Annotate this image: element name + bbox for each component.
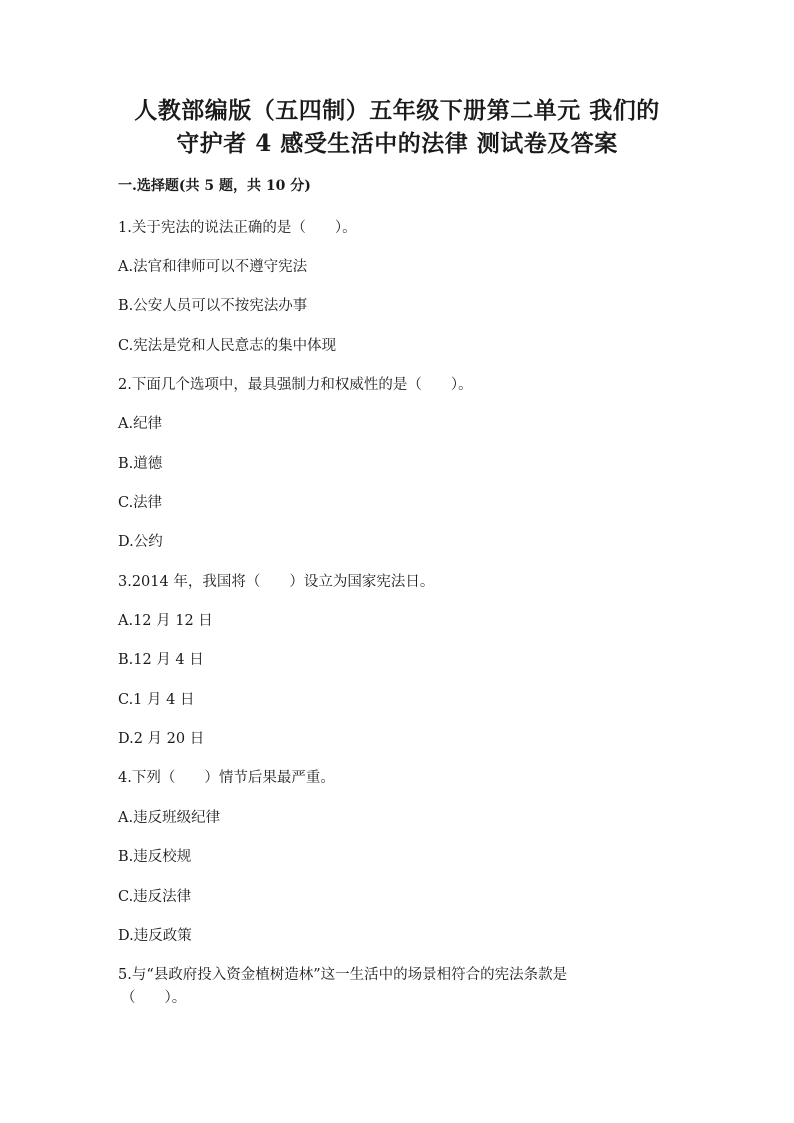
document-title-line-2: 守护者 4 感受生活中的法律 测试卷及答案 <box>176 130 618 157</box>
document-title-line-1: 人教部编版（五四制）五年级下册第二单元 我们的 <box>134 97 660 124</box>
section-heading: 一.选择题(共 5 题，共 10 分) <box>118 178 311 194</box>
question-5-stem: 5.与“县政府投入资金植树造林”这一生活中的场景相符合的宪法条款是 <box>118 967 568 983</box>
question-2-option-d: D.公约 <box>118 534 163 550</box>
question-3-option-c: C.1 月 4 日 <box>118 692 195 708</box>
question-3-option-b: B.12 月 4 日 <box>118 652 204 668</box>
question-2-option-b: B.道德 <box>118 456 163 472</box>
question-1-option-b: B.公安人员可以不按宪法办事 <box>118 298 308 314</box>
question-1-option-a: A.法官和律师可以不遵守宪法 <box>118 259 308 275</box>
question-3-stem: 3.2014 年，我国将（ ）设立为国家宪法日。 <box>118 574 435 590</box>
question-3-option-d: D.2 月 20 日 <box>118 731 205 747</box>
question-2-option-a: A.纪律 <box>118 416 163 432</box>
question-1-stem: 1.关于宪法的说法正确的是（ ）。 <box>118 220 357 236</box>
question-2-stem: 2.下面几个选项中，最具强制力和权威性的是（ ）。 <box>118 377 473 393</box>
question-4-option-d: D.违反政策 <box>118 928 192 944</box>
question-3-option-a: A.12 月 12 日 <box>118 613 213 629</box>
question-4-stem: 4.下列（ ）情节后果最严重。 <box>118 770 335 786</box>
question-5-stem-continued: （ ）。 <box>121 990 187 1006</box>
question-2-option-c: C.法律 <box>118 495 163 511</box>
question-4-option-b: B.违反校规 <box>118 849 192 865</box>
question-1-option-c: C.宪法是党和人民意志的集中体现 <box>118 338 337 354</box>
question-4-option-a: A.违反班级纪律 <box>118 810 221 826</box>
question-4-option-c: C.违反法律 <box>118 889 192 905</box>
